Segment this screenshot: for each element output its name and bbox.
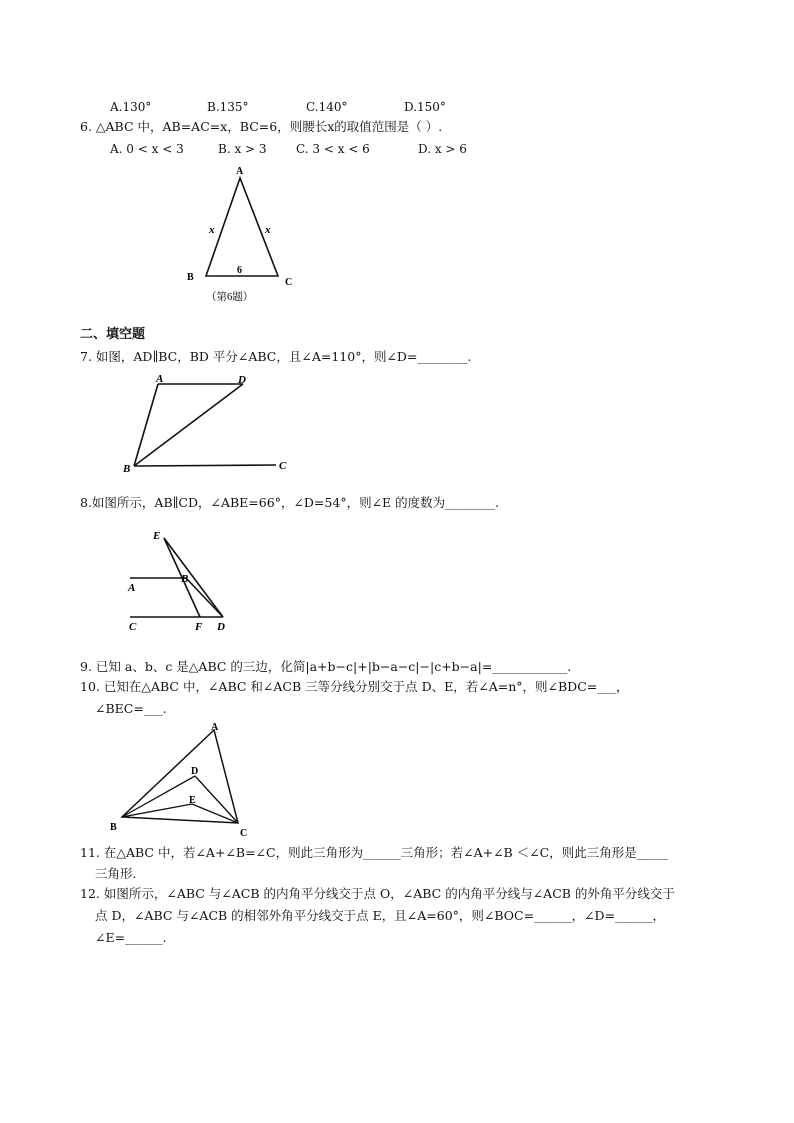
q6-figure-triangle xyxy=(180,162,310,302)
q5-option-b: B.135° xyxy=(207,100,249,114)
q10-triangle-shape xyxy=(122,730,238,823)
q12-stem-line3: ∠E=______. xyxy=(95,930,167,945)
q5-option-a: A.130° xyxy=(110,100,152,114)
q6-figure-caption: （第6题） xyxy=(206,292,254,303)
q6-label-side-ab: x xyxy=(209,224,215,236)
q8-label-c: C xyxy=(129,621,137,633)
q7-stem: 7. 如图，AD∥BC，BD 平分∠ABC，且∠A=110°，则∠D=________. xyxy=(80,349,472,364)
q8-label-a: A xyxy=(128,582,136,594)
q9-stem: 9. 已知 a、b、c 是△ABC 的三边，化简|a+b−c|+|b−a−c|−|c+b−a|=____________. xyxy=(80,659,572,674)
q7-segment-ab xyxy=(134,384,158,466)
q10-segment-ce xyxy=(192,804,238,823)
q8-label-b: B xyxy=(181,573,189,585)
q12-stem-line2: 点 D，∠ABC 与∠ACB 的相邻外角平分线交于点 E，且∠A=60°，则∠BOC=______，∠D=______， xyxy=(95,908,666,923)
q10-label-e: E xyxy=(189,795,196,806)
q10-label-a: A xyxy=(211,722,219,733)
q6-option-c: C. 3 < x < 6 xyxy=(296,142,370,156)
q11-stem-line2: 三角形. xyxy=(95,866,137,881)
section-title-fill-in: 二、填空题 xyxy=(80,327,146,342)
q10-stem-line2: ∠BEC=___. xyxy=(95,701,167,716)
q6-label-b: B xyxy=(187,272,194,283)
q10-stem-line1: 10. 已知在△ABC 中，∠ABC 和∠ACB 三等分线分别交于点 D、E，若∠A=n°，则∠BDC=___， xyxy=(80,679,629,694)
q6-stem: 6. △ABC 中，AB=AC=x，BC=6，则腰长x的取值范围是（ ）. xyxy=(80,119,443,134)
q10-label-d: D xyxy=(191,766,199,777)
q6-option-d: D. x > 6 xyxy=(418,142,467,156)
q8-label-e: E xyxy=(153,530,161,542)
q7-label-d: D xyxy=(238,374,246,386)
q10-label-c: C xyxy=(240,828,248,839)
q7-label-b: B xyxy=(123,463,131,475)
q5-option-d: D.150° xyxy=(404,100,446,114)
q10-figure-triangle-trisectors xyxy=(100,718,260,840)
q7-label-c: C xyxy=(279,460,287,472)
q7-segment-bc xyxy=(134,465,276,466)
q6-label-base: 6 xyxy=(237,265,242,276)
q6-label-c: C xyxy=(285,277,293,288)
q8-stem: 8.如图所示，AB∥CD，∠ABE=66°，∠D=54°，则∠E 的度数为________. xyxy=(80,495,500,510)
q12-stem-line1: 12. 如图所示，∠ABC 与∠ACB 的内角平分线交于点 O，∠ABC 的内角平分线与∠ACB 的外角平分线交于 xyxy=(80,886,675,901)
q8-label-d: D xyxy=(217,621,225,633)
q11-stem-line1: 11. 在△ABC 中，若∠A+∠B=∠C，则此三角形为______三角形；若∠A+∠B ＜∠C，则此三角形是_____ xyxy=(80,845,668,860)
q5-option-c: C.140° xyxy=(306,100,348,114)
q7-segment-bd xyxy=(134,384,243,466)
q10-label-b: B xyxy=(110,822,117,833)
q8-figure-parallel-lines xyxy=(120,526,240,636)
q7-label-a: A xyxy=(156,373,164,385)
q7-figure-trapezoid xyxy=(118,370,308,478)
q6-label-side-ac: x xyxy=(265,224,271,236)
q6-label-a: A xyxy=(236,166,244,177)
q8-label-f: F xyxy=(195,621,203,633)
q6-option-b: B. x > 3 xyxy=(218,142,267,156)
q6-option-a: A. 0 < x < 3 xyxy=(110,142,184,156)
